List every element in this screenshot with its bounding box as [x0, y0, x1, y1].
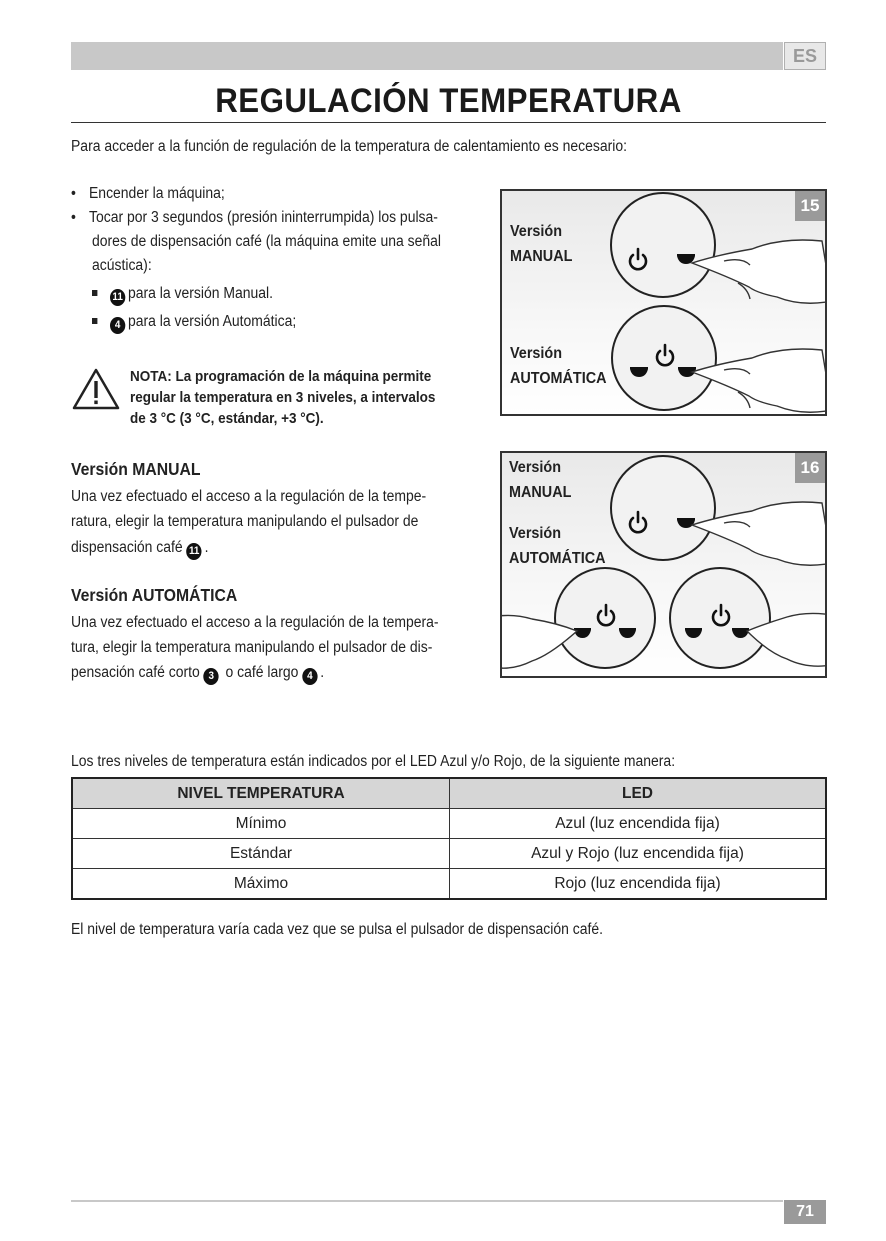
manual-line-2: ratura, elegir la temperatura manipulando el pulsador de [71, 513, 419, 530]
table-cell: Azul y Rojo (luz encendida fija) [450, 839, 827, 869]
substep-manual: 11 para la versión Manual. [92, 282, 452, 306]
table-intro: Los tres niveles de temperatura están indicados por el LED Azul y/o Rojo, de la siguiente manera: [71, 753, 676, 770]
footer-text: El nivel de temperatura varía cada vez que se pulsa el pulsador de dispensación café. [71, 921, 603, 938]
number-badge-4: 4 [110, 317, 125, 334]
label-version-automatic: Versión AUTOMÁTICA [510, 345, 607, 387]
table-header-row [72, 778, 826, 809]
table-row [72, 839, 826, 869]
number-badge-11: 11 [187, 543, 202, 560]
title-underline [71, 122, 826, 123]
table-cell: Rojo (luz encendida fija) [450, 869, 827, 900]
label-version-manual: Versión MANUAL [510, 223, 573, 265]
number-badge-11: 11 [110, 289, 125, 306]
table-row [72, 869, 826, 900]
header-bar [71, 42, 783, 70]
footer-line [71, 1200, 783, 1202]
figure-number: 16 [795, 453, 825, 483]
automatic-heading: Versión AUTOMÁTICA [71, 585, 238, 605]
warning-icon [71, 367, 121, 411]
note-line-2: regular la temperatura en 3 niveles, a intervalos [130, 389, 436, 406]
step-1: • Encender la máquina; [71, 182, 485, 206]
bullet-dot: • [71, 209, 76, 226]
figure-16 [500, 451, 827, 678]
substep-automatic: 4 para la versión Automática; [92, 310, 452, 334]
automatic-line-1: Una vez efectuado el acceso a la regulación de la tempera- [71, 614, 439, 631]
table-cell: Máximo [72, 869, 450, 900]
automatic-line-2: tura, elegir la temperatura manipulando el pulsador de dis- [71, 639, 433, 656]
table-header: NIVEL TEMPERATURA [72, 778, 450, 809]
note-line-3: de 3 °C (3 °C, estándar, +3 °C). [130, 410, 324, 427]
square-bullet [92, 290, 97, 296]
language-badge: ES [784, 42, 826, 70]
manual-line-1: Una vez efectuado el acceso a la regulación de la tempe- [71, 488, 427, 505]
page-title: REGULACIÓN TEMPERATURA [215, 82, 682, 120]
label-version-automatic: Versión AUTOMÁTICA [509, 525, 606, 567]
figure-15 [500, 189, 827, 416]
page-number: 71 [784, 1200, 826, 1224]
figure-number: 15 [795, 191, 825, 221]
intro-text: Para acceder a la función de regulación de la temperatura de calentamiento es necesario: [71, 138, 628, 155]
temperature-led-table [71, 777, 827, 900]
step-2-cont2: acústica): [92, 257, 152, 274]
number-badge-3: 3 [204, 668, 219, 685]
table-header: LED [450, 778, 827, 809]
step-2-cont: dores de dispensación café (la máquina emite una señal [92, 233, 441, 250]
automatic-line-3: pensación café corto 3 o café largo 4 . [71, 661, 485, 685]
step-2: • Tocar por 3 segundos (presión ininterrumpida) los pulsa- [71, 206, 485, 230]
note-text [130, 366, 480, 429]
square-bullet [92, 318, 97, 324]
table-cell: Estándar [72, 839, 450, 869]
manual-line-3: dispensación café 11 . [71, 536, 485, 560]
table-cell: Mínimo [72, 809, 450, 839]
bullet-dot: • [71, 185, 76, 202]
note-line-1: NOTA: La programación de la máquina permite [130, 368, 432, 385]
label-version-manual: Versión MANUAL [509, 459, 572, 501]
table-cell: Azul (luz encendida fija) [450, 809, 827, 839]
number-badge-4: 4 [302, 668, 317, 685]
table-row [72, 809, 826, 839]
manual-heading: Versión MANUAL [71, 459, 201, 479]
